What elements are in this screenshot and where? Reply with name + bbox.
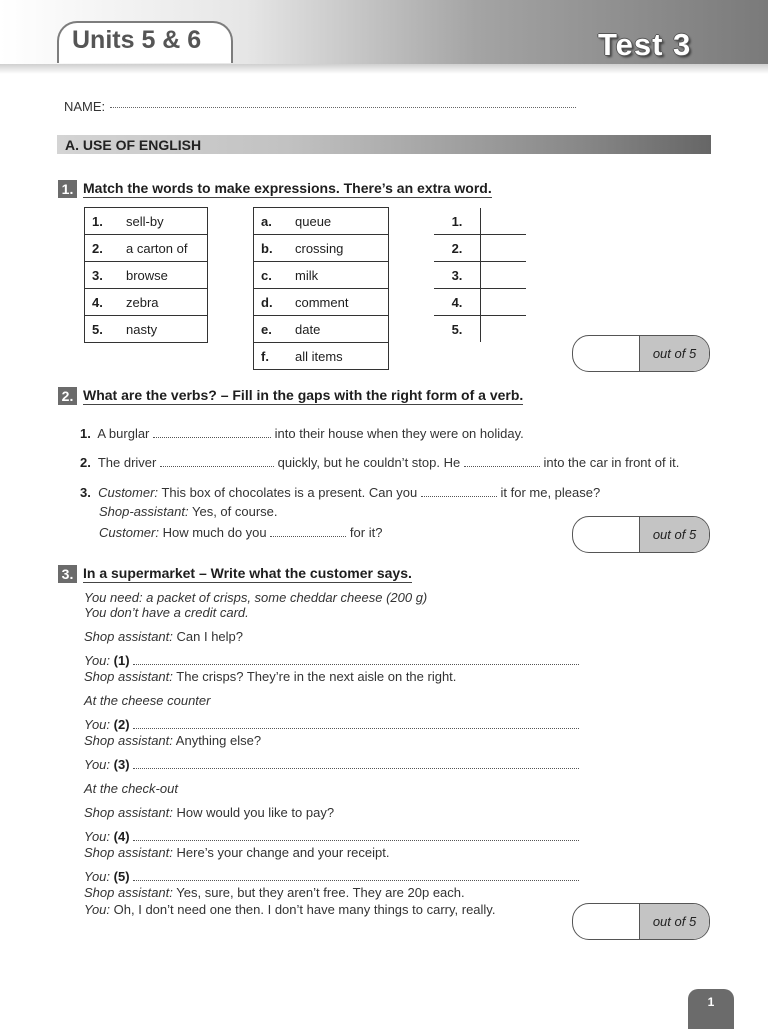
speaker-label: You: [84,653,111,668]
table-row [434,262,526,289]
score-input[interactable] [573,517,640,552]
answer-number: (3) [113,757,130,772]
speaker-label: You: [84,717,111,732]
item-word: browse [118,262,208,289]
item-number: 1. [85,208,119,235]
left-words-table [84,207,208,343]
table-row [434,208,526,235]
answer-number: 1. [434,208,481,235]
exercise-3-title: In a supermarket – Write what the customer says. [83,565,412,581]
score-input[interactable] [573,904,640,939]
score-label: out of 5 [640,904,709,939]
item-letter: a. [254,208,288,235]
gap-field[interactable] [153,427,271,438]
sentence-number: 1. [80,426,91,441]
sentence-3 [80,485,600,500]
dialogue-text: Yes, sure, but they aren’t free. They are 20p each. [176,885,465,900]
dialogue-text: How would you like to pay? [176,805,335,820]
item-word: milk [287,262,389,289]
item-letter: e. [254,316,288,343]
dialogue-text: Here’s your change and your receipt. [176,845,390,860]
item-word: queue [287,208,389,235]
dialogue-line [84,845,389,860]
sentence-text: This box of chocolates is a present. Can you [161,485,418,500]
item-word: comment [287,289,389,316]
answer-field[interactable] [133,758,579,769]
gap-field[interactable] [421,486,497,497]
item-number: 4. [85,289,119,316]
answer-line-1 [84,653,579,668]
sentence-1 [80,426,524,441]
gap-field[interactable] [270,526,346,537]
scene-label: At the check-out [84,781,178,796]
exercise-1-title: Match the words to make expressions. There’s an extra word. [83,180,492,196]
speaker-label: Shop-assistant: [99,504,189,519]
exercise-2-number: 2. [58,387,77,405]
sentence-text: A burglar [97,426,150,441]
table-row [254,262,389,289]
item-word: a carton of [118,235,208,262]
score-label: out of 5 [640,336,709,371]
item-word: date [287,316,389,343]
speaker-label: You: [84,757,111,772]
table-row [254,208,389,235]
speaker-label: Shop assistant: [84,669,173,684]
dialogue-line [84,669,456,684]
answer-field[interactable] [133,830,579,841]
speaker-label: Customer: [98,485,159,500]
speaker-label: You: [84,829,111,844]
scene-label: At the cheese counter [84,693,211,708]
exercise-1-number: 1. [58,180,77,198]
units-title: Units 5 & 6 [72,26,202,54]
speaker-label: You: [84,869,111,884]
score-box-1 [572,335,710,372]
sentence-text: into their house when they were on holiday. [274,426,524,441]
speaker-label: Shop assistant: [84,805,173,820]
answer-number: (4) [113,829,130,844]
answer-field[interactable] [133,870,579,881]
sentence-text: it for me, please? [500,485,601,500]
answer-number: 3. [434,262,481,289]
dialogue-line [84,805,334,820]
answer-number: (1) [113,653,130,668]
table-row [85,262,208,289]
item-letter: b. [254,235,288,262]
answer-cell[interactable] [481,208,527,235]
item-letter: d. [254,289,288,316]
sentence-text: quickly, but he couldn’t stop. He [277,455,461,470]
section-title: A. USE OF ENGLISH [65,137,202,153]
right-words-table [253,207,389,370]
dialogue-text: Can I help? [176,629,244,644]
table-row [254,235,389,262]
exercise-2-title: What are the verbs? – Fill in the gaps with the right form of a verb. [83,387,524,403]
item-number: 5. [85,316,119,343]
answer-cell[interactable] [481,289,527,316]
table-row [254,316,389,343]
page-number: 1 [688,989,734,1029]
answer-field[interactable] [133,654,579,665]
dialogue-text: Anything else? [175,733,262,748]
table-row [254,289,389,316]
name-label: NAME: [64,99,106,114]
sentence-text: for it? [349,525,383,540]
sentence-text: into the car in front of it. [543,455,680,470]
item-word: sell-by [118,208,208,235]
sentence-text: The driver [97,455,157,470]
answer-line-5 [84,869,579,884]
sentence-text: How much do you [162,525,267,540]
sentence-3-line-3 [99,525,382,540]
instructions-line-1: You need: a packet of crisps, some cheddar cheese (200 g) [84,590,428,605]
answer-cell[interactable] [481,316,527,343]
name-field[interactable] [110,107,576,108]
item-word: all items [287,343,389,370]
table-row [254,343,389,370]
item-number: 3. [85,262,119,289]
speaker-label: Shop assistant: [84,845,173,860]
answer-cell[interactable] [481,235,527,262]
table-row [85,289,208,316]
dialogue-line [84,733,261,748]
item-letter: f. [254,343,288,370]
answer-number: 4. [434,289,481,316]
speaker-label: Shop assistant: [84,629,173,644]
table-row [434,289,526,316]
speaker-label: Customer: [99,525,159,540]
answer-number: 2. [434,235,481,262]
table-row [85,208,208,235]
dialogue-text: Oh, I don’t need one then. I don’t have many things to carry, really. [113,902,496,917]
item-number: 2. [85,235,119,262]
score-label: out of 5 [640,517,709,552]
dialogue-line [84,902,495,917]
answer-field[interactable] [133,718,579,729]
item-letter: c. [254,262,288,289]
answer-number: (2) [113,717,130,732]
gap-field[interactable] [464,456,540,467]
test-title: Test 3 [598,27,692,62]
answer-number: 5. [451,321,463,337]
table-row [434,235,526,262]
sentence-2 [80,455,679,470]
item-word: crossing [287,235,389,262]
sentence-number: 3. [80,485,91,500]
answer-cell[interactable] [481,262,527,289]
item-word: nasty [118,316,208,343]
answer-line-3 [84,757,579,772]
speaker-label: Shop assistant: [84,885,173,900]
table-row [85,235,208,262]
score-input[interactable] [573,336,640,371]
score-box-3 [572,903,710,940]
sentence-text: Yes, of course. [192,504,278,519]
answer-line-2 [84,717,579,732]
instructions-line-2: You don’t have a credit card. [84,605,249,620]
sentence-3-line-2 [99,504,278,519]
score-box-2 [572,516,710,553]
exercise-3-number: 3. [58,565,77,583]
speaker-label: Shop assistant: [84,733,173,748]
item-word: zebra [118,289,208,316]
table-row [434,316,526,343]
answer-line-4 [84,829,579,844]
dialogue-line [84,629,243,644]
header-shadow [0,64,768,74]
answer-number: (5) [113,869,130,884]
dialogue-text: The crisps? They’re in the next aisle on the right. [176,669,457,684]
speaker-label: You: [84,902,111,917]
answer-grid [434,208,526,342]
table-row [85,316,208,343]
gap-field[interactable] [160,456,274,467]
sentence-number: 2. [80,455,91,470]
dialogue-line [84,885,465,900]
